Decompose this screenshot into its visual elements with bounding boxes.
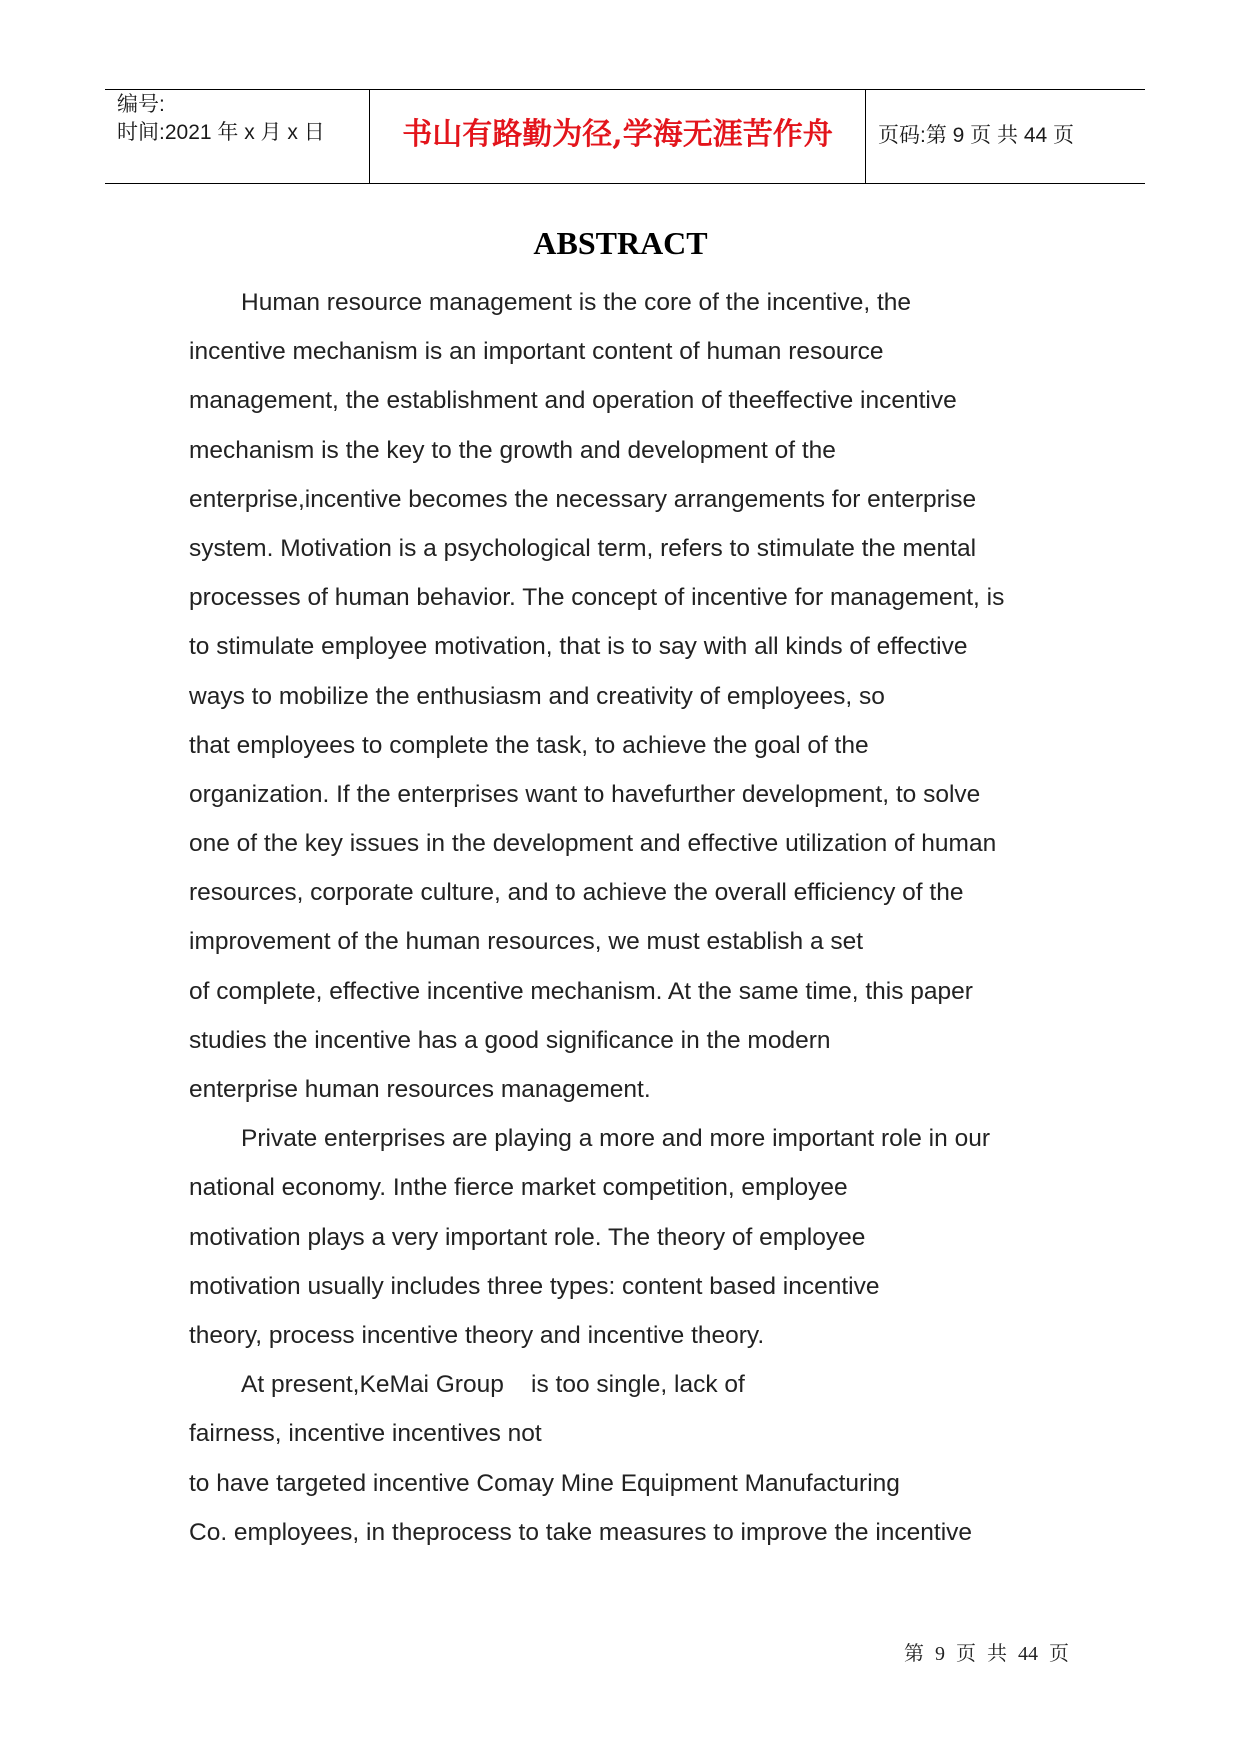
header-motto: 书山有路勤为径,学海无涯苦作舟 (402, 117, 833, 152)
header-right-cell (866, 90, 1145, 183)
abstract-title: ABSTRACT (533, 225, 708, 261)
document-number-label: 编号: (117, 93, 165, 116)
body-line: Human resource management is the core of the incentive, the (241, 289, 912, 316)
body-line: enterprise human resources management. (189, 1076, 651, 1103)
header-left-cell (105, 90, 370, 183)
body-line: to stimulate employee motivation, that is to say with all kinds of effective (189, 633, 968, 661)
body-line: improvement of the human resources, we must establish a set (189, 928, 864, 956)
body-line: Private enterprises are playing a more and more important role in our (241, 1125, 990, 1153)
body-line: theory, process incentive theory and incentive theory. (189, 1321, 765, 1349)
body-line: studies the incentive has a good significance in the modern (189, 1026, 831, 1054)
header-page-info: 页码:第 9 页 共 44 页 (878, 124, 1075, 147)
body-line: organization. If the enterprises want to havefurther development, to solve (189, 780, 981, 808)
body-line: resources, corporate culture, and to achieve the overall efficiency of the (189, 879, 964, 907)
body-line: ways to mobilize the enthusiasm and creativity of employees, so (189, 682, 885, 710)
body-line: national economy. Inthe fierce market competition, employee (189, 1174, 848, 1202)
footer-page-number: 第 9 页 共 44 页 (904, 1643, 1069, 1665)
body-line: enterprise,incentive becomes the necessary arrangements for enterprise (189, 485, 977, 513)
body-line: management, the establishment and operation of theeffective incentive (189, 387, 957, 415)
body-line: processes of human behavior. The concept of incentive for management, is (189, 584, 1005, 612)
body-line: motivation usually includes three types: content based incentive (189, 1272, 880, 1300)
body-line: mechanism is the key to the growth and development of the (189, 436, 836, 464)
body-line: to have targeted incentive Comay Mine Equipment Manufacturing (189, 1469, 900, 1497)
body-line: system. Motivation is a psychological term, refers to stimulate the mental (189, 534, 977, 562)
body-line: one of the key issues in the development and effective utilization of human (189, 830, 997, 858)
header-motto-cell (370, 90, 866, 183)
body-line: that employees to complete the task, to achieve the goal of the (189, 731, 869, 759)
body-line: of complete, effective incentive mechanism. At the same time, this paper (189, 977, 973, 1005)
body-line: fairness, incentive incentives not (189, 1420, 542, 1448)
document-time-label: 时间:2021 年 x 月 x 日 (117, 121, 325, 144)
abstract-body (189, 283, 1089, 1562)
body-line: motivation plays a very important role. The theory of employee (189, 1223, 866, 1251)
body-line: incentive mechanism is an important content of human resource (189, 338, 884, 366)
page-header (105, 89, 1145, 184)
body-line: Co. employees, in theprocess to take measures to improve the incentive (189, 1518, 973, 1546)
body-line: At present,KeMai Group is too single, lack of (241, 1371, 745, 1399)
